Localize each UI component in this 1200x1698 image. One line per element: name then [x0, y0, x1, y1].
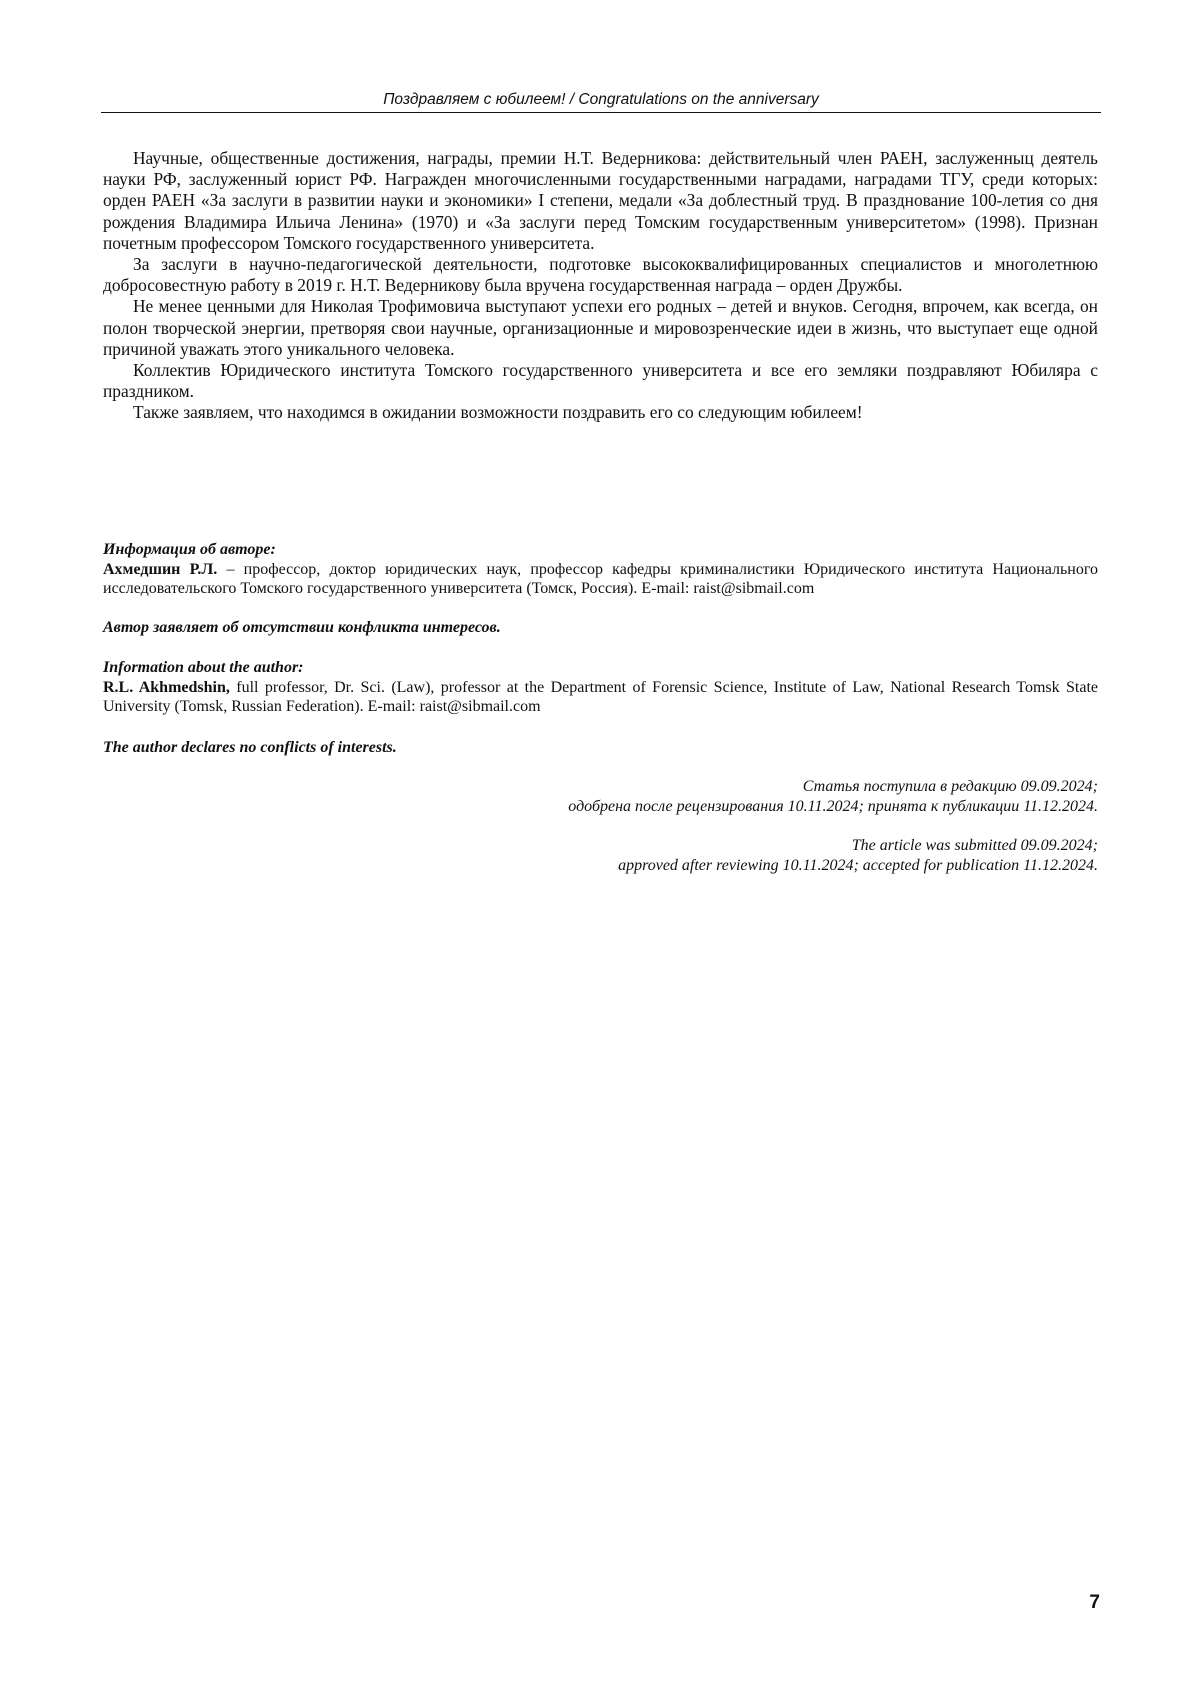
- article-body: [103, 148, 1098, 424]
- conflict-declaration-en: [103, 738, 1098, 758]
- author-description-en: full professor, Dr. Sci. (Law), professor at the Department of Forensic Science, Institute of Law, National Research Tomsk State University (Tomsk, Russian Federation). E-mail: raist@sibmail.com: [103, 678, 1098, 715]
- author-name-ru: Ахмедшин Р.Л.: [103, 560, 218, 578]
- author-info-heading-en: Information about the author:: [103, 659, 304, 676]
- dates-ru-line-1: Статья поступила в редакцию 09.09.2024;: [802, 778, 1098, 795]
- author-info-en: [103, 658, 1098, 717]
- conflict-declaration-ru: [103, 618, 1098, 638]
- header-rule: [101, 112, 1101, 113]
- author-info-heading-ru: Информация об авторе:: [103, 541, 276, 558]
- article-dates-ru: [103, 777, 1098, 817]
- paragraph-next-jubilee: Также заявляем, что находимся в ожидании возможности поздравить его со следующим юбилеем!: [133, 402, 863, 423]
- paragraph-congratulations: Коллектив Юридического института Томского государственного университета и все его земляки поздравляют Юбиляра с праздником.: [103, 360, 1098, 402]
- page-number: 7: [1089, 1592, 1100, 1613]
- article-dates-en: [103, 836, 1098, 876]
- dates-en-line-1: The article was submitted 09.09.2024;: [851, 837, 1098, 854]
- dates-ru-line-2: одобрена после рецензирования 10.11.2024; принята к публикации 11.12.2024.: [568, 798, 1098, 815]
- dates-en-line-2: approved after reviewing 10.11.2024; accepted for publication 11.12.2024.: [618, 857, 1098, 874]
- author-info-ru: [103, 540, 1098, 599]
- author-info-text-ru: [103, 560, 1098, 599]
- paragraph-order-of-friendship: За заслуги в научно-педагогической деятельности, подготовке высококвалифицированных специалистов и многолетнюю добросовестную работу в 2019 г. Н.Т. Ведерникову была вручена государственная награда – орден Дружбы.: [103, 254, 1098, 296]
- running-header: Поздравляем с юбилеем! / Congratulations on the anniversary: [383, 91, 819, 108]
- paragraph-family: Не менее ценными для Николая Трофимовича выступают успехи его родных – детей и внуков. Сегодня, впрочем, как всегда, он полон творческой энергии, претворяя свои научные, организационные и мировозренческие идеи в жизнь, что выступает еще одной причиной уважать этого уникального человека.: [103, 296, 1098, 359]
- declaration-text-en: The author declares no conflicts of interests.: [103, 739, 397, 756]
- declaration-text-ru: Автор заявляет об отсутствии конфликта интересов.: [103, 619, 501, 636]
- author-description-ru: – профессор, доктор юридических наук, профессор кафедры криминалистики Юридического института Национального исследовательского Томского государственного университета (Томск, Россия). E-mail: raist@sibmail.com: [103, 560, 1099, 597]
- author-info-text-en: [103, 678, 1098, 717]
- author-name-en: R.L. Akhmedshin,: [103, 678, 230, 696]
- paragraph-achievements: Научные, общественные достижения, награды, премии Н.Т. Ведерникова: действительный член РАЕН, заслуженныц деятель науки РФ, заслуженный юрист РФ. Награжден многочисленными государственными наградами, наградами ТГУ, среди которых: орден РАЕН «За заслуги в развитии науки и экономики» I степени, медали «За доблестный труд. В празднование 100-летия со дня рождения Владимира Ильича Ленина» (1970) и «За заслуги перед Томским государственным университетом» (1998). Признан почетным профессором Томского государственного университета.: [103, 148, 1098, 253]
